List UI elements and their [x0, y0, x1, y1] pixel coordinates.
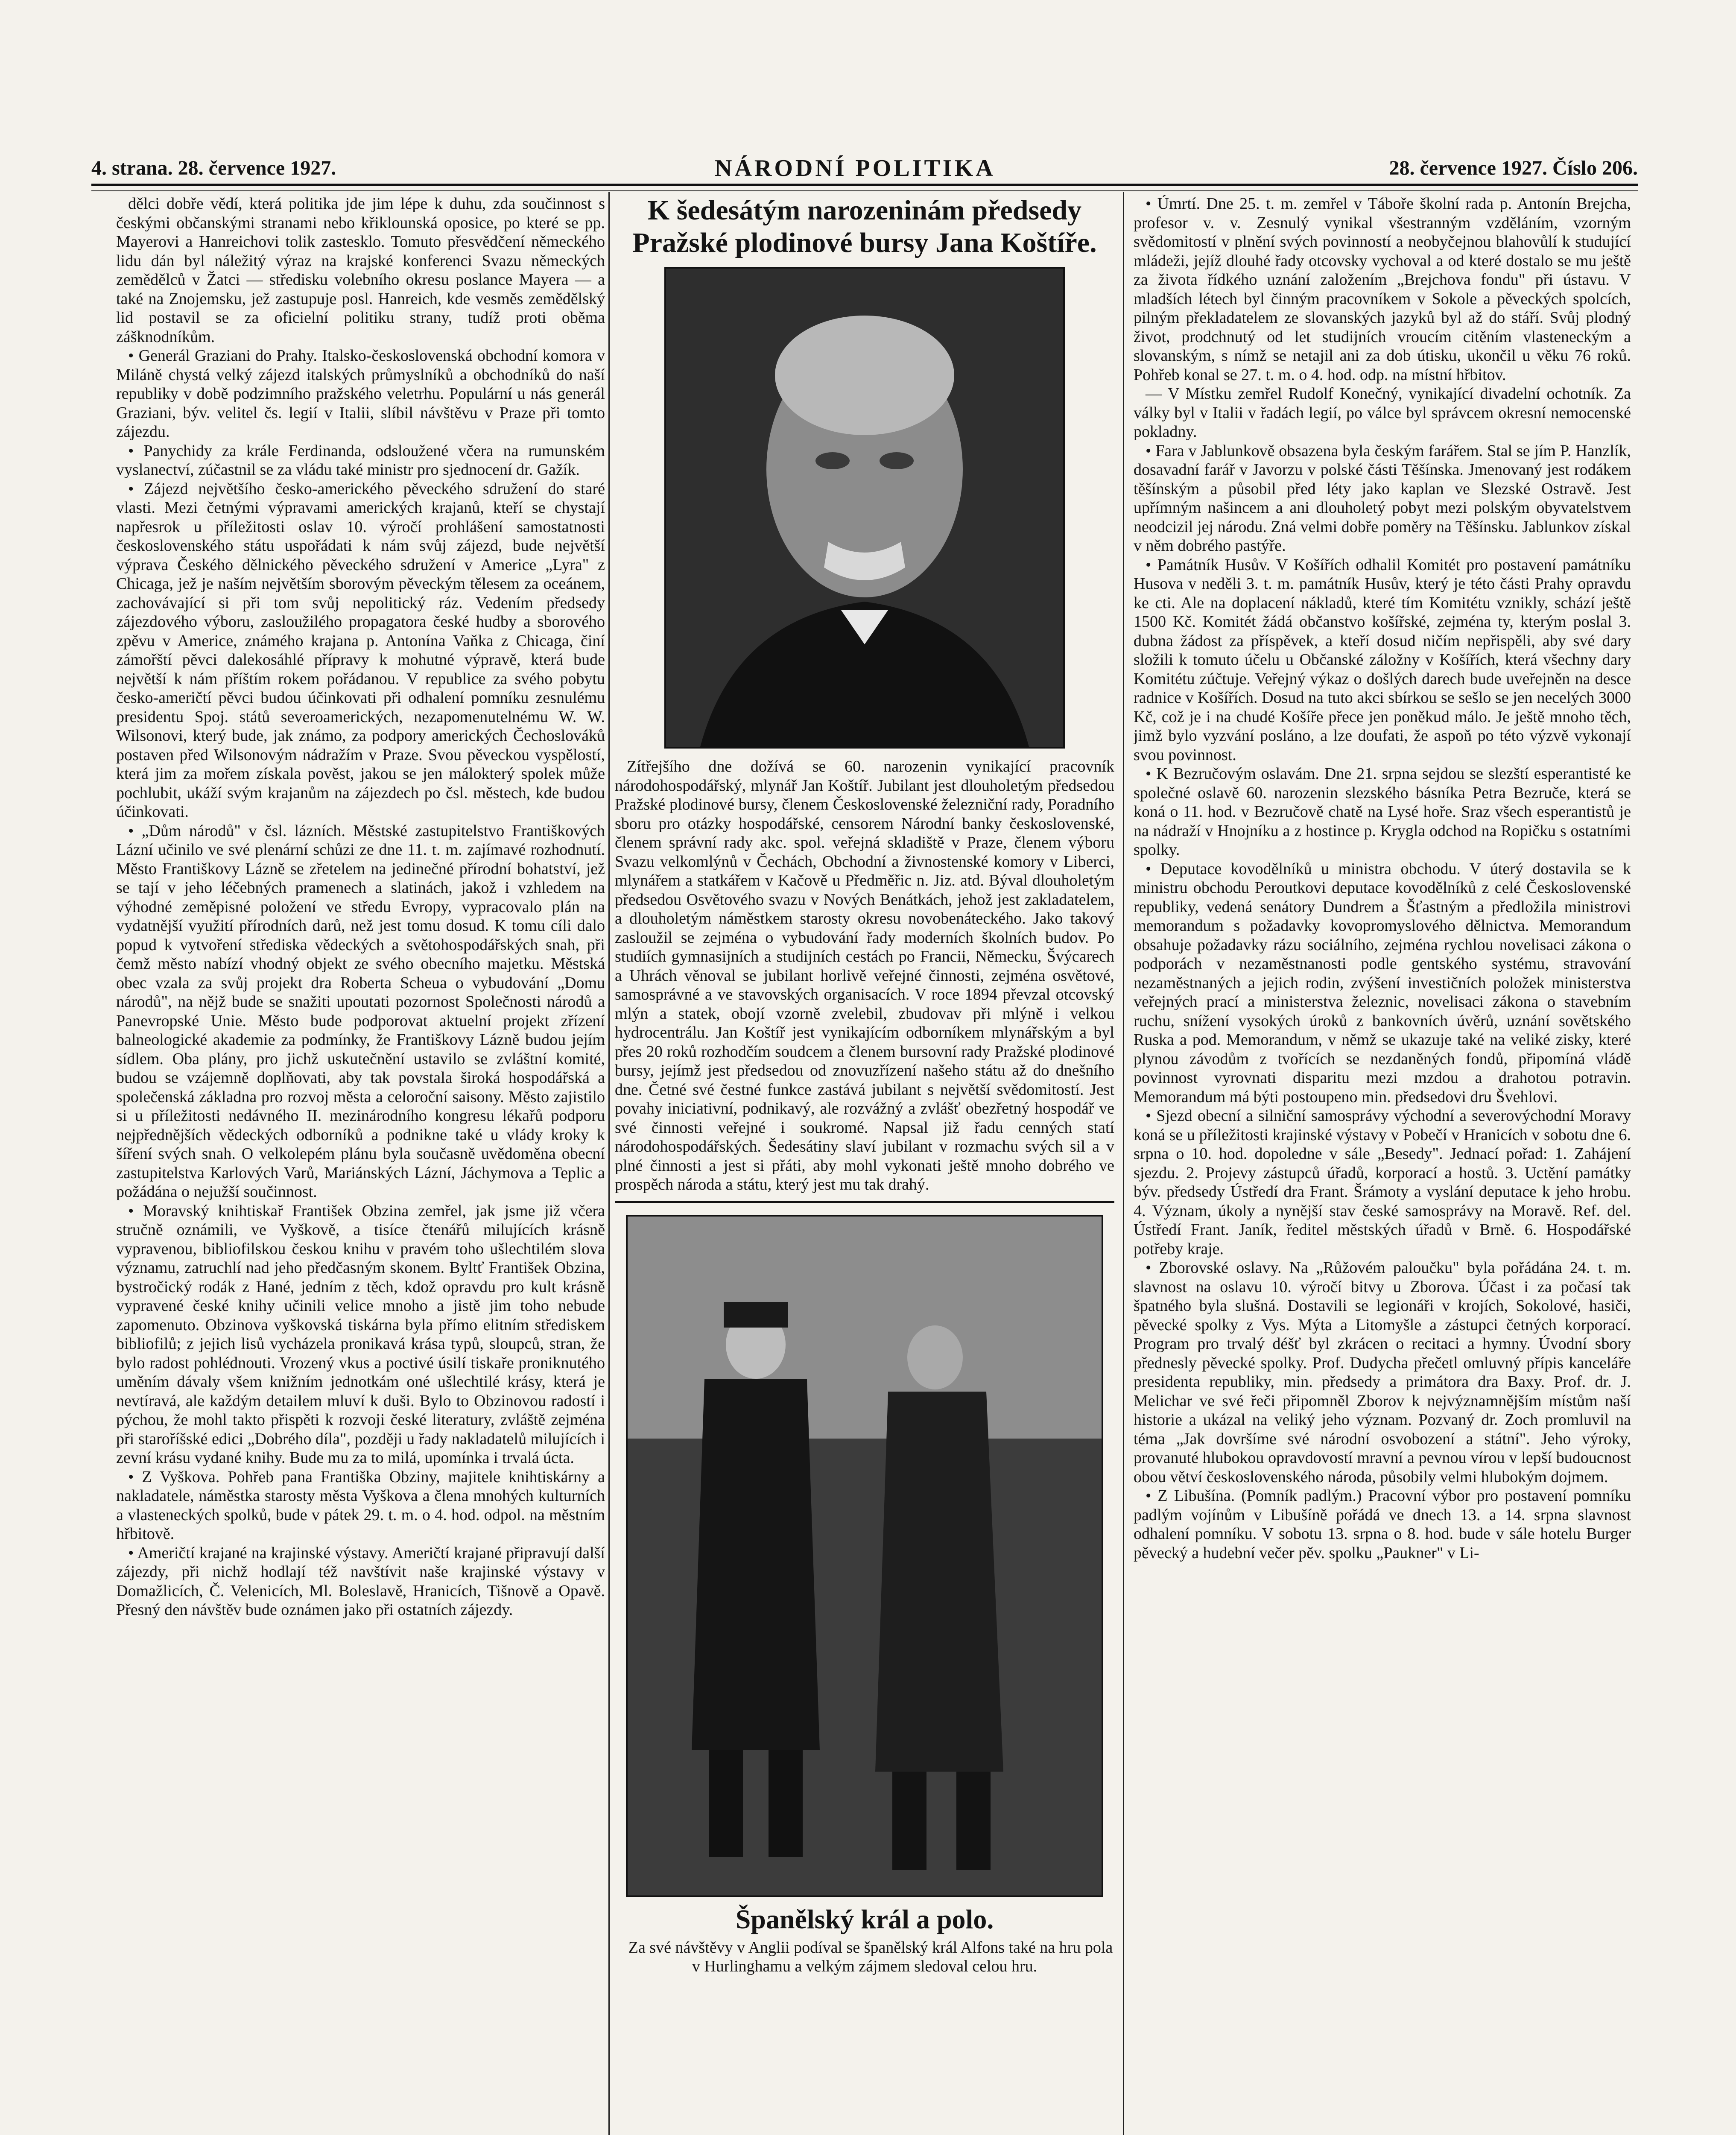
- polo-image: [628, 1217, 1102, 1895]
- column-divider-right: [1123, 192, 1124, 2135]
- feature-article: Zítřejšího dne dožívá se 60. narozenin vynikající pracovník národohospodářský, mlynář Jan Koštíř. Jubilant jest dlouholetým předsedou Pražské plodinové bursy, členem Československé železniční rady, Poradního sboru pro otázky hospodářské, censorem Národní banky československé, členem správní rady akc. spol. veřejná skladiště v Praze, členem výboru Svazu velkomlýnů v Čechách, Obchodní a živnostenské komory v Liberci, mlynářem a statkářem v Kačově u Předměřic n. Jiz. atd. Býval dlouholetým předsedou Osvětového svazu v Nových Benátkách, jehož jest zakladatelem, a dlouholetým náměstkem starosty okresu novobenáteckého. Jako takový zasloužil se zejména o vybudování řady moderních školních budov. Po studiích gymnasijních a studijních cestách po Francii, Německu, Švýcarech a Uhrách věnoval se jubilant horlivě veřejné činnosti, zejména osvětové, samosprávné a ve stavovských organisacích. V roce 1894 převzal otcovský mlýn a statek, obojí vzorně zvelebil, zbudovav při mlýně i velkou hydrocentrálu. Jan Koštíř jest vynikajícím odborníkem mlynářským a byl přes 20 roků rozhodčím soudcem a členem bursovní rady Pražské plodinové bursy, jejímž jest předsedou od znovuzřízení našeho státu až do dnešního dne. Četné své čestné funkce zastává jubilant s největší svědomitostí. Jest povahy iniciativní, podnikavý, ale rozvážný a zvlášť obezřetný hospodář ve své činnosti veřejné i soukromé. Napsal již řadu cenných statí národohospodářských. Šedesátiny slaví jubilant v rozmachu svých sil a v plné činnosti a jest si přáti, aby mohl vykonati ještě mnoho dobrého ve prospěch národa a státu, který jest mu tak drahý.: [615, 757, 1114, 1193]
- polo-photo: [626, 1215, 1103, 1897]
- section-separator: [615, 1201, 1114, 1203]
- article-paragraph: • Generál Graziani do Prahy. Italsko-československá obchodní komora v Miláně chystá velký zájezd italských průmyslníků a obchodníků do naší republiky v době podzimního pražského veletrhu. Populární u nás generál Graziani, býv. velitel čs. legií v Italii, slíbil návštěvu v Praze při tomto zájezdu.: [116, 346, 605, 442]
- photo-caption: Za své návštěvy v Anglii podíval se španělský král Alfons také na hru pola v Hurlinghamu a velkým zájmem sledoval celou hru.: [628, 1938, 1113, 1975]
- article-paragraph: • Panychidy za krále Ferdinanda, odsloužené včera na rumunském vyslanectví, zúčastnil se za vládu také ministr pro sjednocení dr. Gažík.: [116, 442, 605, 480]
- newspaper-title: NÁRODNÍ POLITIKA: [715, 155, 996, 181]
- portrait-image: [666, 269, 1063, 747]
- article-paragraph: • Američtí krajané na krajinské výstavy. Američtí krajané připravují další zájezdy, při nichž hodlají též navštívit naše krajinské výstavy v Domažlicích, Č. Velenicích, Ml. Boleslavě, Hranicích, Tišnově a Opavě. Přesný den návštěv bude oznámen jako při ostatních zájezdy.: [116, 1544, 605, 1620]
- column-divider-left: [608, 192, 610, 2135]
- article-paragraph: • Moravský knihtiskař František Obzina zemřel, jak jsme již včera stručně oznámili, ve Vyškově, a tisíce čtenářů milujících krásně vypravenou, bibliofilskou českou knihu v pravém toho ušlechtilém slova významu, zatruchlí nad jeho předčasným skonem. Byltť František Obzina, bystročický rodák z Hané, jedním z těch, kdož opravdu pro kult krásně vypravené české knihy učinili velice mnoho a jistě jim toho nebude zapomenuto. Obzinova vyškovská tiskárna byla přímo elitním střediskem bibliofilů; z jejich lisů vycházela pronikavá krása typů, sloupců, stran, že bylo radost pohlédnouti. Vrozený vkus a poctivé úsilí tiskaře proniknutého uměním dávaly všem knižním jednotkám oné ušlechtilé krásy, která je nevtíravá, ale každým detailem mluví k duši. Bylo to Obzinovou radostí i pýchou, že mohl takto přispěti k rozvoji české literatury, zvláště zejména při staroříšské edici „Dobrého díla", později u řady nakladatelů milujících i zevní krásu vydané knihy. Bude mu za to milá, upomínka i trvalá úcta.: [116, 1202, 605, 1468]
- right-column: [1134, 194, 1631, 2135]
- article-paragraph: dělci dobře vědí, která politika jde jim lépe k duhu, zda součinnost s českými občanskými stranami nebo křiklounská oposice, po které se pp. Mayerovi a Hanreichovi tolik zastesklo. Tomuto přesvědčení německého lidu dán byl náležitý výraz na krajské konferenci Svazu německých zemědělců v Žatci — středisku volebního okresu poslance Mayera — a také na Znojemsku, jež zastupuje posl. Hanreich, kde vesměs zemědělský lid postavil se za oficielní politiku strany, tudíž proti oběma zášknodníkům.: [116, 195, 605, 346]
- middle-column: [615, 194, 1114, 2135]
- article-paragraph: • Deputace kovodělníků u ministra obchodu. V úterý dostavila se k ministru obchodu Peroutkovi deputace kovodělníků z celé Československé republiky, vedená senátory Dundrem a Šťastným a předložila ministrovi memorandum s požadavky kovopromyslového dělnictva. Memorandum obsahuje požadavky rázu sociálního, zejména rychlou novelisaci zákona o podporách v nezaměstnanosti podle gentského systému, stravování nezaměstnaných a jejich rodin, zvýšení investičních položek ministerstva veřejných prací a ministerstva železnic, novelisaci zákona o stavebním ruchu, snížení vysokých úroků z bankovních úvěrů, uznání sovětského Ruska a pod. Memorandum, v němž se ukazuje také na veliké zisky, které plynou závodům z tvořících se nezdaněných fondů, připomíná vládě povinnost vyrovnati disparitu mezi mzdou a drahotou potravin. Memorandum má býti postoupeno min. předsedovi dru Švehlovi.: [1134, 860, 1631, 1107]
- article-paragraph: • Fara v Jablunkově obsazena byla českým farářem. Stal se jím P. Hanzlík, dosavadní farář v Javorzu v polské části Těšínska. Jmenovaný jest rodákem těšínským a působil před léty jako kaplan ve Slezské Ostravě. Jest upřímným našincem a ani dlouholetý pobyt mezi polským obyvatelstvem neodcizil jej národu. Zná velmi dobře poměry na Těšínsku. Jablunkov získal v něm dobrého pastýře.: [1134, 442, 1631, 556]
- feature-headline: K šedesátým narozeninám předsedy Pražské plodinové bursy Jana Koštíře.: [632, 195, 1097, 258]
- article-paragraph: • „Dům národů" v čsl. lázních. Městské zastupitelstvo Františkových Lázní učinilo ve své plenární schůzi ze dne 11. t. m. zajímavé rozhodnutí. Město Františkovy Lázně se zřetelem na jedinečné přírodní bohatství, jež se tají v jeho léčebných pramenech a slatinách, jakož i vzhledem na výhodné zeměpisné položení ve středu Evropy, vypracovalo plán na vydatnější využití přírodních darů, než jest tomu dosud. K tomu cíli dalo popud k vytvoření střediska vědeckých a světohospodářských snah, při čemž město nabízí vhodný objekt ze svého obecního majetku. Městská obec vzala za svůj projekt dra Roberta Scheua o vybudování „Domu národů", na nějž bude se snažiti upoutati pozornost Společnosti národů a Panevropské Unie. Město bude podporovat aktuelní projekt zřízení balneologické akademie za podmínky, že Františkovy Lázně budou jejím sídlem. Oba plány, pro jichž uskutečnění ustavilo se zvláštní komité, budou se vzájemně doplňovati, aby tak povstala široká hospodářská a společenská základna pro rozvoj města a celoroční saisony. Město zajistilo si u příležitosti nedávného II. mezinárodního kongresu lékařů podporu nejpřednějších vědeckých odborníků a podnikne také u vlády kroky k šíření svých snah. O velkolepém plánu byla současně uvědoměna obecní zastupitelstva Karlových Varů, Mariánských Lázní, Jáchymova a Teplic a požádána o nejužší součinnost.: [116, 822, 605, 1202]
- article-paragraph: — V Místku zemřel Rudolf Konečný, vynikající divadelní ochotník. Za války byl v Italii v řadách legií, po válce byl správcem okresní nemocenské pokladny.: [1134, 385, 1631, 441]
- header-issue-info: 28. července 1927. Číslo 206.: [1389, 157, 1638, 179]
- header-page-info: 4. strana. 28. července 1927.: [91, 157, 336, 179]
- left-column: [116, 194, 605, 2135]
- page-header: [91, 152, 1638, 182]
- article-paragraph: • K Bezručovým oslavám. Dne 21. srpna sejdou se slezští esperantisté ke společné oslavě 60. narozenin slezského básníka Petra Bezruče, která se koná o 11. hod. v Bezručově chatě na Lysé hoře. Sraz všech esperantistů je na nádraží v Hnojníku a z hostince p. Krygla odchod na Ropičku s ostatními spolky.: [1134, 764, 1631, 860]
- article-paragraph: • Zájezd největšího česko-amerického pěveckého sdružení do staré vlasti. Mezi četnými výpravami amerických krajanů, kteří se chystají napřesrok u příležitosti oslav 10. výročí prohlášení samostatnosti československého státu uspořádati k nám svůj zájezd, bude největší výprava Českého dělnického pěveckého sdružení v Americe „Lyra" z Chicaga, jež je naším největším sborovým pěveckým tělesem za oceánem, zachovávající si při tom svůj nepolitický ráz. Vedením předsedy zájezdového výboru, zasloužilého propagatora české hudby a sborového zpěvu v Americe, známého krajana p. Antonína Vaňka z Chicaga, činí zámořští pěvci dalekosáhlé přípravy k mohutné výpravě, která bude největší k nám příštím rokem pořádanou. V republice za svého pobytu česko-američtí pěvci budou účinkovati při odhalení pomníku zesnulému presidentu Spoj. států severoamerických, nezapomenutelnému W. W. Wilsonovi, který bude, jak známo, za podpory amerických Čechoslováků postaven před Wilsonovým nádražím v Praze. Svou pěveckou vyspělostí, která jim za mořem získala pověst, jakou se jen málokterý spolek může pochlubit, ukáží svým krajanům na zájezdech po čsl. městech, kde budou účinkovati.: [116, 480, 605, 822]
- article-paragraph: • Z Libušína. (Pomník padlým.) Pracovní výbor pro postavení pomníku padlým vojínům v Libušíně pořádá ve dnech 13. a 14. srpna slavnost odhalení pomníku. V sobotu 13. srpna o 8. hod. bude v sále hotelu Burger pěvecký a hudební večer pěv. spolku „Paukner" v Li-: [1134, 1486, 1631, 1562]
- portrait-photo: [664, 267, 1065, 749]
- photo-title: Španělský král a polo.: [735, 1904, 994, 1934]
- article-paragraph: • Památník Husův. V Košířích odhalil Komitét pro postavení památníku Husova v neděli 3. t. m. památník Husův, který je této části Prahy opravdu ke cti. Ale na doplacení nákladů, které tím Komitétu vznikly, schází ještě 1500 Kč. Komitét žádá občanstvo košířské, zejména ty, kterým poslal 3. dubna žádost za příspěvek, a kteří dosud ničím nepřispěli, aby své dary složili k tomuto účelu u Občanské záložny v Košířích, která všechny dary Komitétu zúčtuje. Veřejný výkaz o došlých darech bude uveřejněn na desce radnice v Košířích. Dosud na tuto akci sbírkou se sešlo se jen necelých 3000 Kč, což je i na chudé Košíře přece jen poněkud málo. Je ještě mnoho těch, jimž bylo vyzvání posláno, a lze doufati, že aspoň po této výzvě vykonají svou povinnost.: [1134, 556, 1631, 765]
- article-paragraph: • Sjezd obecní a silniční samosprávy východní a severovýchodní Moravy koná se u příležitosti krajinské výstavy v Pobečí v Hranicích v sobotu dne 6. srpna o 10. hod. dopoledne v sále „Besedy". Jednací pořad: 1. Zahájení sjezdu. 2. Projevy zástupců úřadů, korporací a hostů. 3. Uctění památky býv. předsedy Ústředí dra Frant. Šrámoty a vyslání deputace k jeho hrobu. 4. Význam, úkoly a nynější stav české samosprávy na Moravě. Ref. del. Ústředí Frant. Janík, ředitel městských úřadů v Brně. 6. Hospodářské potřeby kraje.: [1134, 1106, 1631, 1258]
- header-rule: [91, 184, 1638, 191]
- article-paragraph: • Úmrtí. Dne 25. t. m. zemřel v Táboře školní rada p. Antonín Brejcha, profesor v. v. Zesnulý vynikal všestranným vzděláním, vzorným svědomitostí v plnění svých povinností a neobyčejnou blahovůlí k studující mládeži, jejíž dlouhé řady otcovsky vychoval a od které dostalo se mu ještě za života řídkého uznání založením „Brejchova fondu" při ústavu. V mladších létech byl činným pracovníkem v Sokole a pěveckých spolcích, pilným překladatelem ze slovanských jazyků byl až do stáří. Svůj plodný život, prodchnutý od let studijních vroucím citěním vlasteneckým a slovanským, s nímž se netajil ani za dob útisku, ukončil u věku 76 roků. Pohřeb konal se 27. t. m. o 4. hod. odp. na místní hřbitov.: [1134, 194, 1631, 384]
- article-paragraph: • Zborovské oslavy. Na „Růžovém paloučku" byla pořádána 24. t. m. slavnost na oslavu 10. výročí bitvy u Zborova. Účast i za počasí tak špatného byla slušná. Dostavili se legionáři v krojích, Sokolové, hasiči, pěvecké spolky z Vys. Mýta a Litomyšle a zástupci četných korporací. Program pro trvalý déšť byl zkrácen o recitaci a hymny. Úvodní sbory přednesly pěvecké spolky. Prof. Dudycha přečetl omluvný přípis kanceláře presidenta republiky, min. předsedy a primátora dra Baxy. Prof. dr. J. Melichar ve své řeči připomněl Zborov k nejvýznamnějším místům naší historie a ukázal na veliký jeho význam. Pozvaný dr. Zoch promluvil na téma „Jak dovršíme své národní osvobození a státní". Jeho výroky, provanuté hlubokou opravdovostí mravní a pevnou vírou v lepší budoucnost obou větví československého národa, působily velmi hlubokým dojmem.: [1134, 1258, 1631, 1486]
- article-paragraph: • Z Vyškova. Pohřeb pana Františka Obziny, majitele knihtiskárny a nakladatele, náměstka starosty města Vyškova a člena mnohých kulturních a vlasteneckých spolků, bude v pátek 29. t. m. o 4. hod. odpol. na městním hřbitově.: [116, 1468, 605, 1544]
